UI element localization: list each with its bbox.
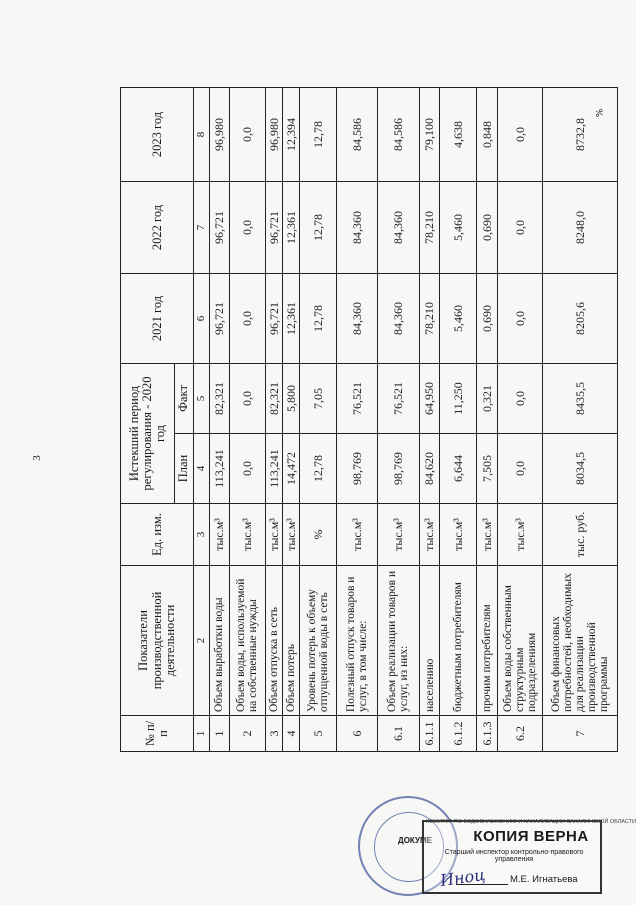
row-number: 4 [283,716,300,752]
table-row [440,87,477,751]
row-2023: 96,980 [210,87,230,181]
row-2022: 96,721 [210,181,230,273]
row-unit: тыс.м³ [477,504,498,566]
row-fact: 5,800 [283,363,300,433]
row-2023: 4,638 [440,87,477,181]
row-2021: 0,0 [497,273,542,363]
table-row [283,87,300,751]
header-2021: 2021 год [121,273,194,363]
stamp-organization: КОМИТЕТ ПО ВОДОСНАБЖЕНИЮ И КАНАЛИЗАЦИИ САХАЛИНСКОЙ ОБЛАСТИ [426,819,636,825]
row-2022: 12,361 [283,181,300,273]
row-fact: 0,0 [229,363,266,433]
row-2021: 12,78 [300,273,337,363]
row-indicator: бюджетным потребителям [440,566,477,716]
row-fact: 11,250 [440,363,477,433]
header-plan: План [174,434,194,504]
row-indicator: Объем потерь [283,566,300,716]
col-number: 2 [194,566,210,716]
row-indicator: Объем отпуска в сеть [266,566,283,716]
table-row [419,87,440,751]
header-row-1 [121,87,175,751]
row-indicator: Уровень потерь к объему отпущенной воды в сеть [300,566,337,716]
row-2022: 84,360 [378,181,419,273]
col-number: 8 [194,87,210,181]
header-period: Истекший период регулирования - 2020 год [121,363,175,503]
row-plan: 113,241 [266,434,283,504]
row-number: 3 [266,716,283,752]
row-2022: 0,0 [497,181,542,273]
table-row [300,87,337,751]
col-number: 7 [194,181,210,273]
table-row [336,87,377,751]
row-2023: 79,100 [419,87,440,181]
row-2021: 84,360 [336,273,377,363]
row-2022: 78,210 [419,181,440,273]
row-indicator: Объем воды собственным структурным подразделениям [497,566,542,716]
row-unit: тыс.м³ [497,504,542,566]
row-2022: 84,360 [336,181,377,273]
stamp-name: М.Е. Игнатьева [510,874,578,885]
row-fact: 64,950 [419,363,440,433]
row-2023: 0,0 [229,87,266,181]
row-unit: тыс.м³ [419,504,440,566]
stamp-title: КОПИЯ ВЕРНА [473,828,589,845]
row-fact: 8435,5 [543,363,618,433]
row-indicator: прочим потребителям [477,566,498,716]
row-unit: тыс.м³ [378,504,419,566]
row-plan: 8034,5 [543,434,618,504]
row-plan: 98,769 [336,434,377,504]
row-plan: 12,78 [300,434,337,504]
header-unit: Ед. изм. [121,504,194,566]
row-fact: 7,05 [300,363,337,433]
row-2023: 12,78 [300,87,337,181]
table-row [229,87,266,751]
col-number: 4 [194,434,210,504]
row-2022: 5,460 [440,181,477,273]
row-2023: 12,394 [283,87,300,181]
row-2021: 8205,6 [543,273,618,363]
table-row [210,87,230,751]
row-indicator: Объем воды, используемой на собственные нужды [229,566,266,716]
row-2023: 0,0 [497,87,542,181]
row-number: 1 [210,716,230,752]
row-plan: 98,769 [378,434,419,504]
header-fact: Факт [174,363,194,433]
row-2021: 78,210 [419,273,440,363]
row-fact: 76,521 [336,363,377,433]
row-unit: тыс.м³ [266,504,283,566]
row-number: 2 [229,716,266,752]
row-2023: 84,586 [336,87,377,181]
row-number: 6 [336,716,377,752]
row-2023: 8732,8 [543,87,618,181]
table-row [477,87,498,751]
row-indicator: населению [419,566,440,716]
row-number: 7 [543,716,618,752]
production-indicators-table [120,87,618,752]
row-fact: 0,321 [477,363,498,433]
row-number: 6.1.3 [477,716,498,752]
header-no: № п/п [121,716,194,752]
row-2023: 96,980 [266,87,283,181]
row-2021: 12,361 [283,273,300,363]
row-2021: 0,690 [477,273,498,363]
row-indicator: Объем выработки воды [210,566,230,716]
row-2021: 96,721 [266,273,283,363]
row-plan: 6,644 [440,434,477,504]
row-unit: тыс. руб. [543,504,618,566]
row-2022: 0,690 [477,181,498,273]
row-fact: 0,0 [497,363,542,433]
row-fact: 82,321 [210,363,230,433]
table-row [497,87,542,751]
col-number: 6 [194,273,210,363]
row-number: 6.2 [497,716,542,752]
row-2022: 8248,0 [543,181,618,273]
header-2023: 2023 год [121,87,194,181]
row-plan: 0,0 [229,434,266,504]
row-plan: 84,620 [419,434,440,504]
row-2023: 0,848 [477,87,498,181]
row-fact: 76,521 [378,363,419,433]
row-2022: 96,721 [266,181,283,273]
row-unit: тыс.м³ [229,504,266,566]
row-fact: 82,321 [266,363,283,433]
row-unit: тыс.м³ [336,504,377,566]
row-unit: тыс.м³ [440,504,477,566]
page-number: 3 [30,455,43,461]
row-unit: тыс.м³ [283,504,300,566]
row-unit: тыс.м³ [210,504,230,566]
row-unit: % [300,504,337,566]
row-2021: 5,460 [440,273,477,363]
column-numbers-row [194,87,210,751]
stamp-position: Старший инспектор контрольно-правового управления [444,849,584,863]
table-row [378,87,419,751]
table-row [266,87,283,751]
row-2021: 96,721 [210,273,230,363]
row-number: 6.1 [378,716,419,752]
row-indicator: Полезный отпуск товаров и услуг, в том числе: [336,566,377,716]
corner-mark: % [595,108,606,118]
header-2022: 2022 год [121,181,194,273]
table-body [210,87,618,751]
row-plan: 113,241 [210,434,230,504]
row-plan: 0,0 [497,434,542,504]
handwritten-signature: Иноц [438,864,487,891]
row-2022: 12,78 [300,181,337,273]
stamp-doc-label: ДОКУМЕ [398,836,432,845]
row-plan: 14,472 [283,434,300,504]
row-2022: 0,0 [229,181,266,273]
row-indicator: Объем финансовых потребностей, необходимых для реализации производственной программы [543,566,618,716]
row-number: 6.1.2 [440,716,477,752]
col-number: 1 [194,716,210,752]
rotated-table-wrapper [120,88,618,752]
row-2021: 0,0 [229,273,266,363]
row-2021: 84,360 [378,273,419,363]
header-indicator: Показатели производственной деятельности [121,566,194,716]
row-number: 6.1.1 [419,716,440,752]
table-row [543,87,618,751]
row-2023: 84,586 [378,87,419,181]
row-indicator: Объем реализации товаров и услуг, из них: [378,566,419,716]
col-number: 3 [194,504,210,566]
col-number: 5 [194,363,210,433]
row-number: 5 [300,716,337,752]
row-plan: 7,505 [477,434,498,504]
